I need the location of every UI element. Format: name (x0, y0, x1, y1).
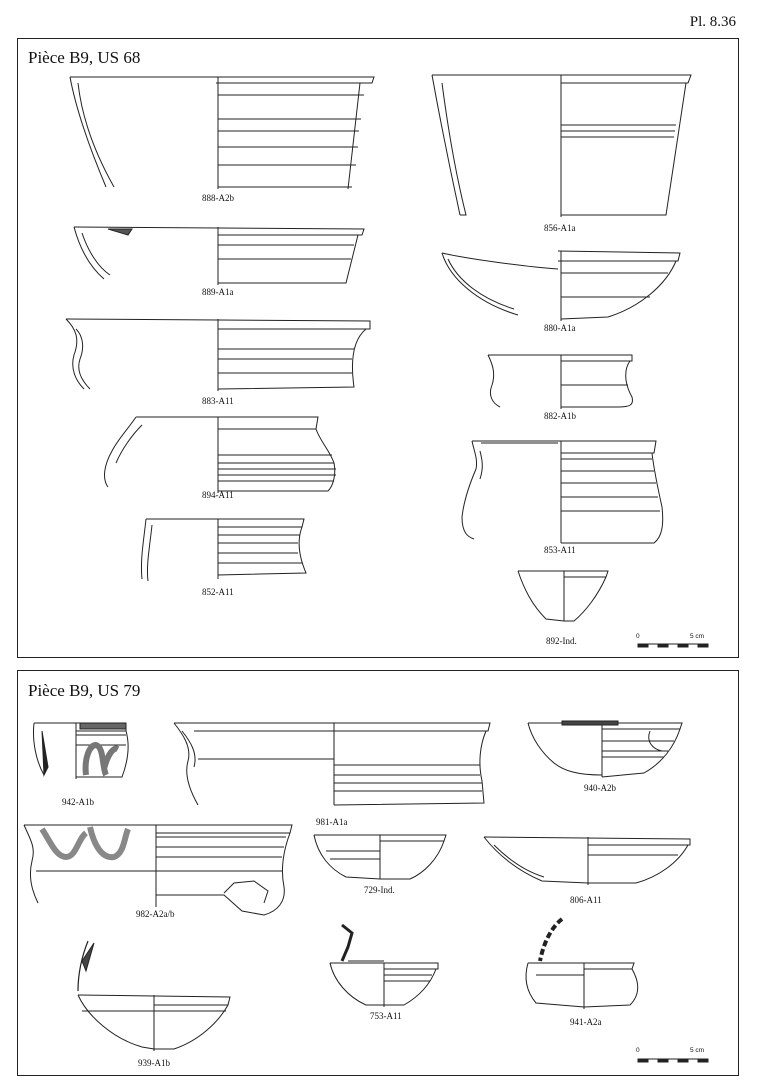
label-892: 892-Ind. (546, 636, 577, 646)
vessel-889 (74, 227, 364, 285)
vessel-940 (528, 721, 682, 777)
scale-five: 5 cm (690, 1047, 705, 1054)
label-882: 882-A1b (544, 411, 576, 421)
vessel-882 (488, 355, 632, 409)
vessel-883 (66, 319, 370, 391)
panel-title: Pièce B9, US 79 (28, 681, 141, 700)
vessel-939 (78, 941, 230, 1051)
label-880: 880-A1a (544, 323, 576, 333)
plate-number: Pl. 8.36 (689, 14, 736, 30)
label-729: 729-Ind. (364, 885, 395, 895)
vessel-753 (330, 925, 438, 1007)
scale-bar-us79 (638, 1059, 708, 1062)
label-753: 753-A11 (370, 1011, 402, 1021)
vessel-892 (518, 571, 608, 621)
vessel-941 (526, 919, 638, 1009)
panel-us68 (17, 38, 739, 658)
vessel-880 (442, 251, 680, 321)
scale-bar-us68 (638, 644, 708, 647)
vessel-856 (432, 75, 691, 217)
label-883: 883-A11 (202, 396, 234, 406)
panel-us79 (17, 670, 739, 1076)
vessel-852 (141, 519, 306, 581)
label-889: 889-A1a (202, 287, 234, 297)
label-894: 894-A11 (202, 490, 234, 500)
label-806: 806-A11 (570, 895, 602, 905)
label-853: 853-A11 (544, 545, 576, 555)
vessel-806 (484, 837, 690, 885)
vessel-942 (33, 723, 128, 779)
label-942: 942-A1b (62, 797, 94, 807)
pottery-drawings-us68 (18, 39, 738, 657)
label-852: 852-A11 (202, 587, 234, 597)
scale-zero: 0 (636, 1047, 640, 1054)
vessel-853 (462, 441, 663, 543)
panel-title: Pièce B9, US 68 (28, 48, 141, 67)
vessel-888 (70, 77, 374, 189)
label-941: 941-A2a (570, 1017, 602, 1027)
vessel-982 (24, 825, 292, 915)
label-940: 940-A2b (584, 783, 616, 793)
label-981: 981-A1a (316, 817, 348, 827)
label-856: 856-A1a (544, 223, 576, 233)
vessel-729 (314, 835, 446, 879)
vessel-894 (105, 417, 336, 493)
vessel-981 (174, 723, 490, 805)
label-939: 939-A1b (138, 1058, 170, 1068)
label-982: 982-A2a/b (136, 909, 175, 919)
scale-five: 5 cm (690, 633, 705, 640)
label-888: 888-A2b (202, 193, 234, 203)
scale-zero: 0 (636, 633, 640, 640)
